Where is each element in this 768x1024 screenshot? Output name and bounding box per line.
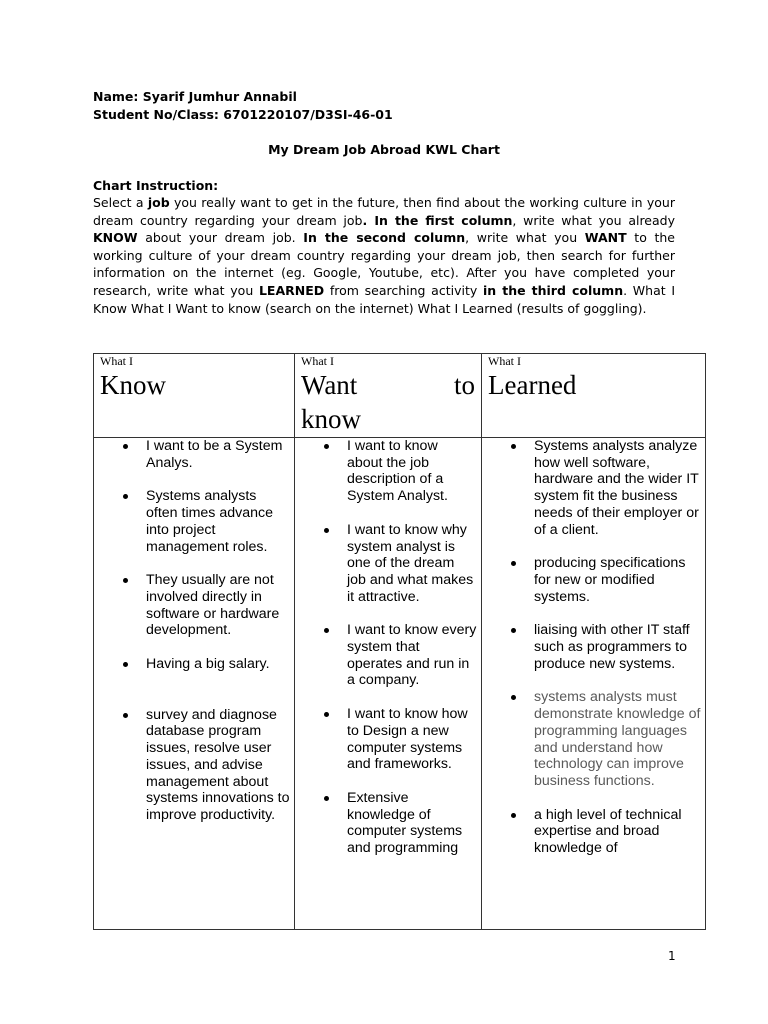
- instruction-segment: , write what you: [465, 230, 585, 246]
- header-learned-big: Learned: [488, 370, 577, 400]
- instruction-segment: , write what you already: [512, 212, 675, 228]
- header-know-small: What I: [100, 354, 133, 368]
- instruction-heading: Chart Instruction:: [93, 178, 219, 193]
- learned-list: [482, 438, 705, 857]
- list-item: Systems analysts analyze how well software, hardware and the wider IT system fit the business needs of their employer or of a client.: [482, 438, 705, 538]
- know-list: [94, 438, 294, 824]
- student-info: [93, 88, 393, 124]
- header-learned: [482, 354, 706, 438]
- instruction-segment: KNOW: [93, 230, 138, 246]
- student-name: Name: Syarif Jumhur Annabil: [93, 89, 297, 104]
- list-item: producing specifications for new or modified systems.: [482, 555, 705, 605]
- header-want-word2: to: [453, 370, 475, 400]
- instruction-segment: LEARNED: [258, 282, 325, 298]
- list-item: liaising with other IT staff such as programmers to produce new systems.: [482, 622, 705, 672]
- header-learned-small: What I: [488, 354, 521, 368]
- header-know: [94, 354, 295, 438]
- list-item: Extensive knowledge of computer systems and programming: [295, 790, 481, 857]
- header-want-word1: Want: [301, 370, 358, 400]
- instruction-segment: about your dream job.: [137, 230, 304, 246]
- instruction-segment: WANT: [584, 230, 627, 246]
- list-item: I want to know why system analyst is one of the dream job and what makes it attractive.: [295, 522, 481, 606]
- header-want-line2: know: [301, 404, 361, 434]
- list-item: They usually are not involved directly in software or hardware development.: [94, 572, 294, 639]
- kwl-table: [93, 353, 706, 930]
- instruction-segment: from searching activity: [324, 282, 483, 298]
- kwl-header-row: [94, 354, 706, 438]
- header-want-big: [295, 368, 481, 402]
- list-item: Systems analysts often times advance into project management roles.: [94, 488, 294, 555]
- learned-column: [482, 438, 706, 930]
- list-item: I want to know how to Design a new computer systems and frameworks.: [295, 706, 481, 773]
- instruction-segment: . What I Know What I Want to know (search on the internet) What I Learned (results of goggling).: [93, 282, 676, 316]
- instruction-segment: In the second column: [303, 230, 466, 246]
- instruction-segment: to the working culture of your dream country regarding your dream job, then search for further information on the internet (eg. Google, Youtube, etc). After you have completed your research, write what you: [93, 230, 675, 298]
- know-column: [94, 438, 295, 930]
- list-item: I want to know every system that operates and run in a company.: [295, 622, 481, 689]
- document-title: My Dream Job Abroad KWL Chart: [268, 142, 500, 157]
- instruction-paragraph: [93, 194, 675, 317]
- list-item: I want to know about the job description of a System Analyst.: [295, 438, 481, 505]
- list-item: a high level of technical expertise and broad knowledge of: [482, 807, 705, 857]
- instruction-segment: Select a: [93, 195, 148, 210]
- header-want: [295, 354, 482, 438]
- list-item: systems analysts must demonstrate knowledge of programming languages and understand how technology can improve business functions.: [482, 689, 705, 789]
- instruction-segment: job: [147, 195, 170, 210]
- list-item: survey and diagnose database program issues, resolve user issues, and advise management about systems innovations to improve productivity.: [94, 707, 294, 824]
- kwl-body-row: [94, 438, 706, 930]
- instruction-segment: . In the first column: [362, 212, 513, 228]
- header-know-big: Know: [100, 370, 166, 400]
- instruction-segment: in the third column: [482, 282, 624, 298]
- list-item: Having a big salary.: [94, 656, 294, 673]
- header-want-small: What I: [301, 354, 334, 368]
- instruction-segment: you really want to get in the future, then find about the working culture in your dream country regarding your dream job: [93, 195, 675, 228]
- page-number: 1: [668, 949, 676, 963]
- student-class: Student No/Class: 6701220107/D3SI-46-01: [93, 107, 393, 122]
- list-item: I want to be a System Analys.: [94, 438, 294, 471]
- want-column: [295, 438, 482, 930]
- want-list: [295, 438, 481, 857]
